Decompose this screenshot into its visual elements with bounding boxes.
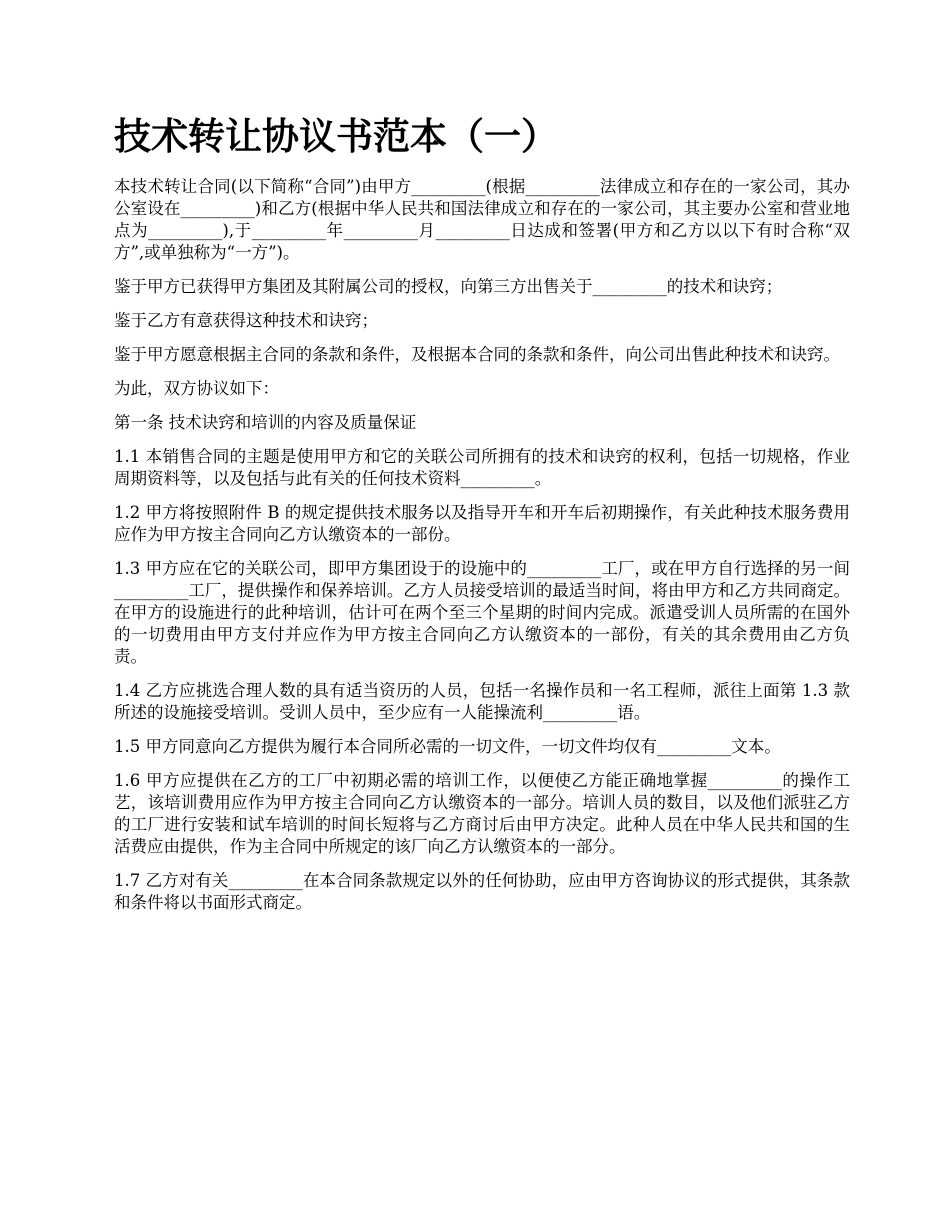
document-title: 技术转让协议书范本（一） [114, 115, 558, 158]
clause-1-7: 1.7 乙方对有关_________在本合同条款规定以外的任何协助，应由甲方咨询协议的形式提供，其条款和条件将以书面形式商定。 [114, 871, 850, 912]
clause-1-6: 1.6 甲方应提供在乙方的工厂中初期必需的培训工作，以便使乙方能正确地掌握_________的操作工艺，该培训费用应作为甲方按主合同向乙方认缴资本的一部分。培训人员的数目，以及他们派驻乙方的工厂进行安装和试车培训的时间长短将与乙方商讨后由甲方决定。此种人员在中华人民共和国的生活费应由提供，作为主合同中所规定的该厂向乙方认缴资本的一部分。 [114, 771, 850, 856]
paragraph-preamble: 本技术转让合同(以下简称“合同”)由甲方_________(根据_________法律成立和存在的一家公司，其办公室设在_________)和乙方(根据中华人民共和国法律成立和存在的一家公司，其主要办公室和营业地点为_________),于_________年_________月_________日达成和签署(甲方和乙方以以下有时合称“双方”,或单独称为“一方”)。 [114, 177, 850, 262]
paragraph-whereas-2: 鉴于乙方有意获得这种技术和诀窍； [114, 311, 378, 330]
clause-1-4: 1.4 乙方应挑选合理人数的具有适当资历的人员，包括一名操作员和一名工程师，派往上面第 1.3 款所述的设施接受培训。受训人员中，至少应有一人能操流利_________语。 [114, 681, 850, 722]
article-1-heading: 第一条 技术诀窍和培训的内容及质量保证 [114, 413, 417, 432]
clause-1-3: 1.3 甲方应在它的关联公司，即甲方集团设于的设施中的_________工厂，或在甲方自行选择的另一间_________工厂，提供操作和保养培训。乙方人员接受培训的最适当时间，将由甲方和乙方共同商定。在甲方的设施进行的此种培训，估计可在两个至三个星期的时间内完成。派遣受训人员所需的在国外的一切费用由甲方支付并应作为甲方按主合同向乙方认缴资本的一部份，有关的其余费用由乙方负责。 [114, 559, 850, 666]
clause-1-5: 1.5 甲方同意向乙方提供为履行本合同所必需的一切文件，一切文件均仅有_________文本。 [114, 737, 781, 756]
document-page [114, 112, 850, 926]
clause-1-1: 1.1 本销售合同的主题是使用甲方和它的关联公司所拥有的技术和诀窍的权利，包括一切规格，作业周期资料等，以及包括与此有关的任何技术资料_________。 [114, 447, 850, 488]
paragraph-agreement: 为此，双方协议如下： [114, 379, 279, 398]
paragraph-whereas-1: 鉴于甲方已获得甲方集团及其附属公司的授权，向第三方出售关于_________的技术和诀窍； [114, 277, 783, 296]
clause-1-2: 1.2 甲方将按照附件 B 的规定提供技术服务以及指导开车和开车后初期操作，有关此种技术服务费用应作为甲方按主合同向乙方认缴资本的一部份。 [114, 503, 850, 544]
paragraph-whereas-3: 鉴于甲方愿意根据主合同的条款和条件，及根据本合同的条款和条件，向公司出售此种技术和诀窍。 [114, 345, 840, 364]
